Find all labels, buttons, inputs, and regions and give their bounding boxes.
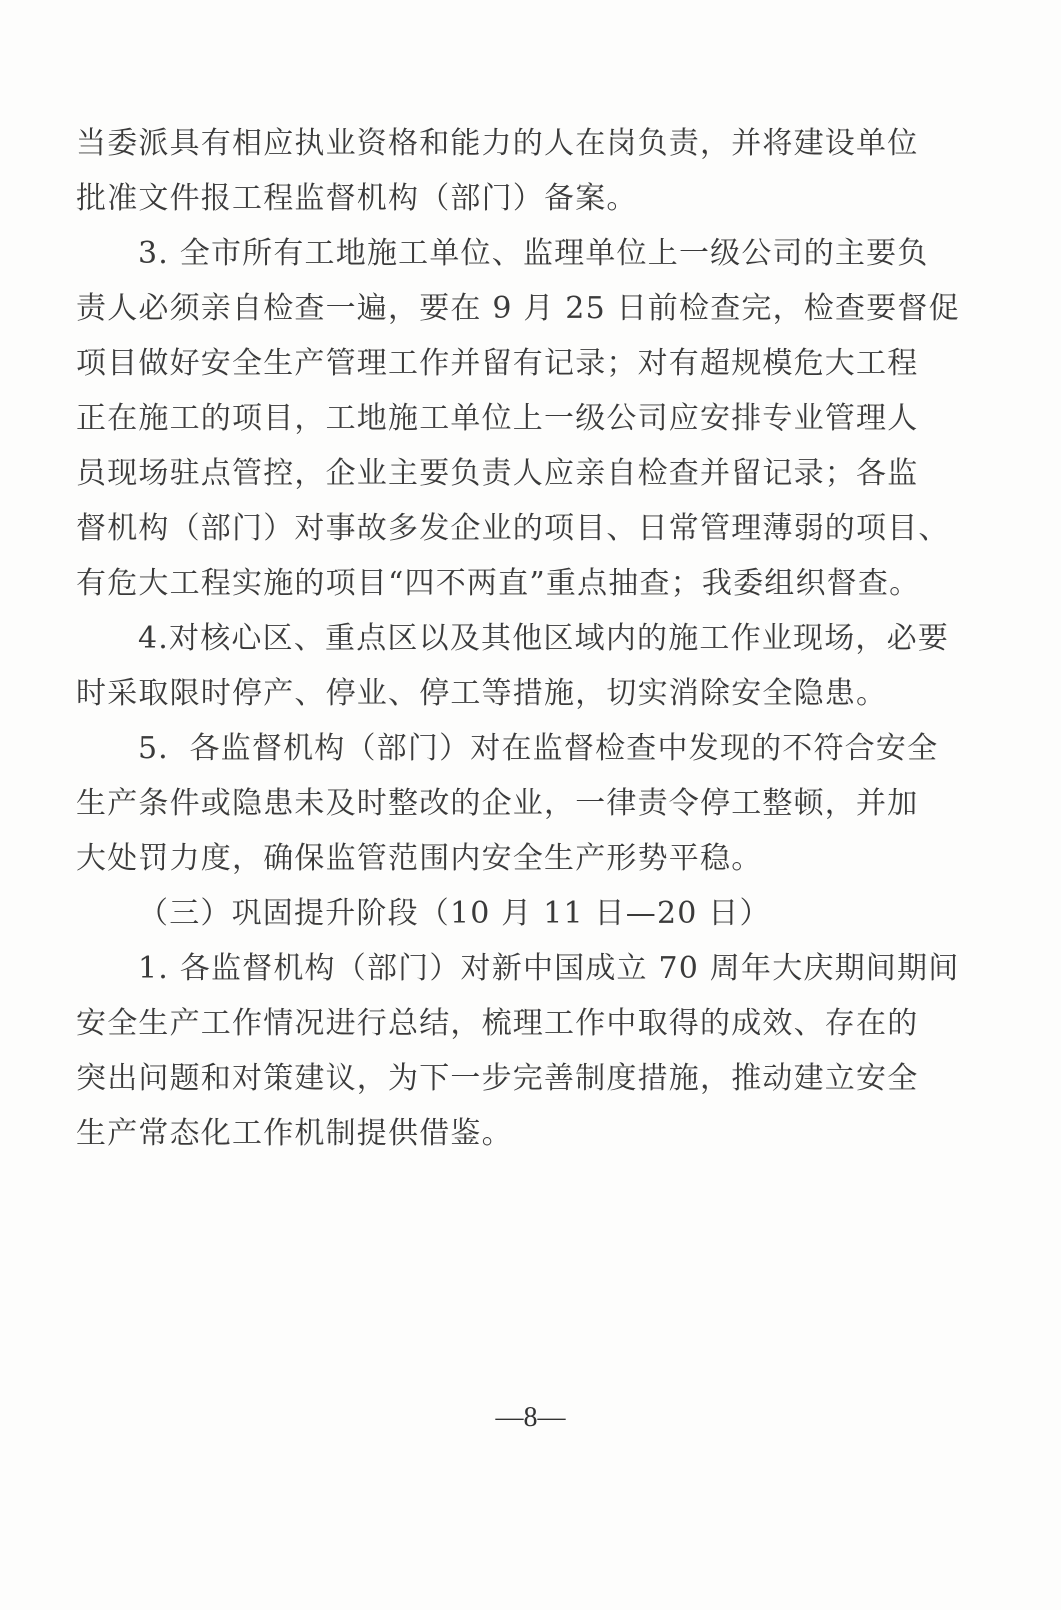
text-line: 项目做好安全生产管理工作并留有记录；对有超规模危大工程	[76, 346, 919, 381]
body-text	[76, 116, 966, 1161]
text-line: 生产常态化工作机制提供借鉴。	[76, 1116, 513, 1151]
text-line: 有危大工程实施的项目“四不两直”重点抽查；我委组织督查。	[76, 566, 921, 601]
paragraph-start-line: 5．各监督机构（部门）对在监督检查中发现的不符合安全	[138, 731, 939, 766]
text-line: 突出问题和对策建议，为下一步完善制度措施，推动建立安全	[76, 1061, 919, 1096]
section-heading: （三）巩固提升阶段（10 月 11 日—20 日）	[138, 896, 771, 931]
text-line: 员现场驻点管控，企业主要负责人应亲自检查并留记录；各监	[76, 456, 919, 491]
text-line: 正在施工的项目，工地施工单位上一级公司应安排专业管理人	[76, 401, 919, 436]
page-number: —8—	[495, 1402, 566, 1433]
text-line: 大处罚力度，确保监管范围内安全生产形势平稳。	[76, 841, 763, 876]
text-line: 批准文件报工程监督机构（部门）备案。	[76, 181, 638, 216]
text-line: 当委派具有相应执业资格和能力的人在岗负责，并将建设单位	[76, 126, 919, 161]
paragraph-start-line: 4.对核心区、重点区以及其他区域内的施工作业现场，必要	[138, 621, 950, 656]
text-line: 生产条件或隐患未及时整改的企业，一律责令停工整顿，并加	[76, 786, 919, 821]
text-line: 时采取限时停产、停业、停工等措施，切实消除安全隐患。	[76, 676, 888, 711]
text-line: 责人必须亲自检查一遍，要在 9 月 25 日前检查完，检查要督促	[76, 291, 960, 326]
paragraph-start-line: 1. 各监督机构（部门）对新中国成立 70 周年大庆期间期间	[138, 951, 960, 986]
paragraph-start-line: 3. 全市所有工地施工单位、监理单位上一级公司的主要负	[138, 236, 929, 271]
text-line: 安全生产工作情况进行总结，梳理工作中取得的成效、存在的	[76, 1006, 919, 1041]
text-line: 督机构（部门）对事故多发企业的项目、日常管理薄弱的项目、	[76, 511, 950, 546]
